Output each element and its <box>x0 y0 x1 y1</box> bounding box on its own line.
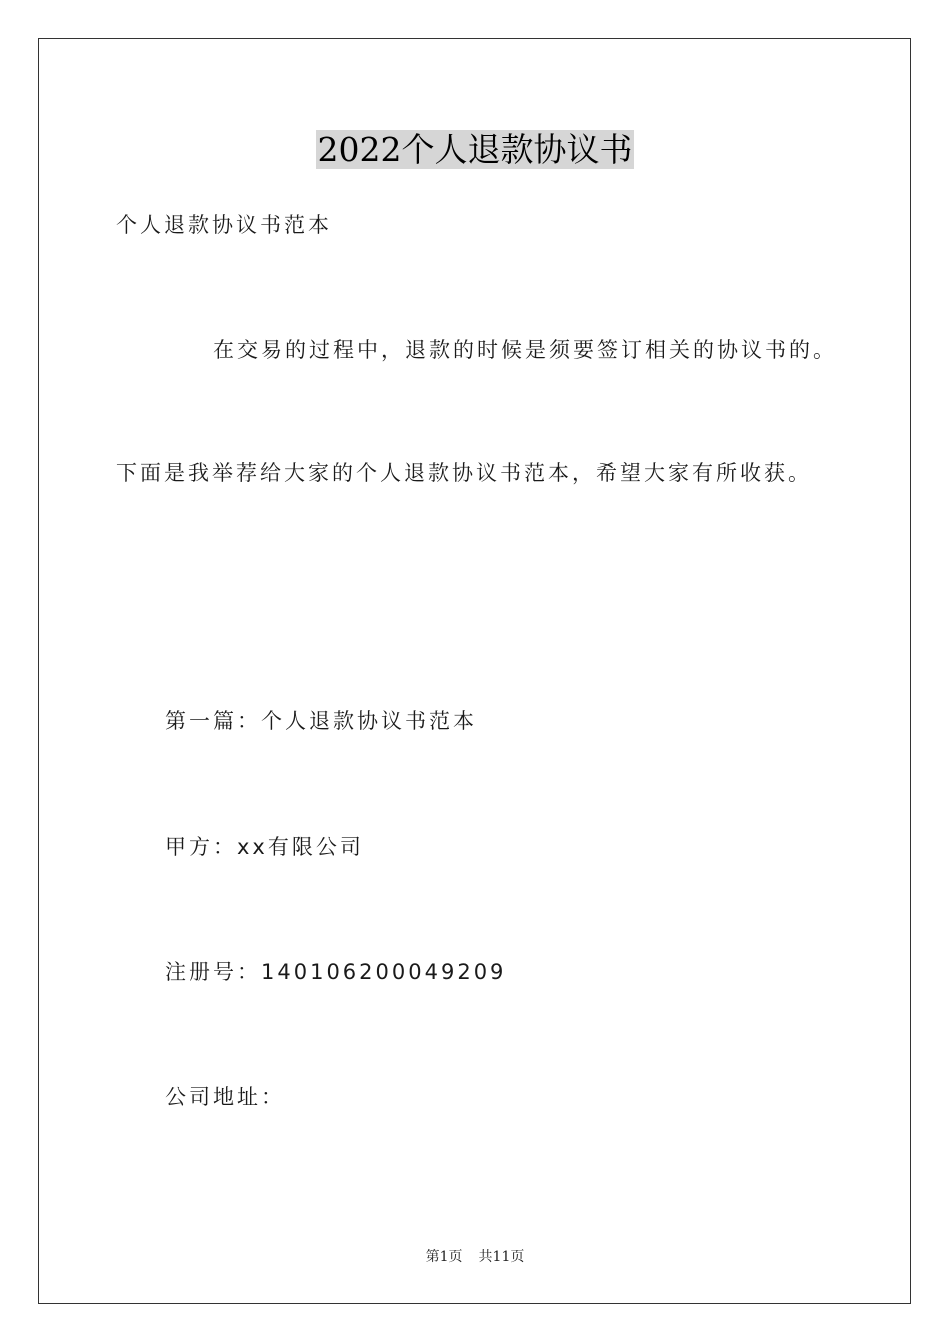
company-address-line: 公司地址： <box>165 1085 285 1109</box>
document-title <box>0 128 950 172</box>
document-title-text: 2022个人退款协议书 <box>317 130 633 169</box>
party-a-line: 甲方：xx有限公司 <box>165 835 364 859</box>
intro-paragraph-line-2: 下面是我举荐给大家的个人退款协议书范本，希望大家有所收获。 <box>116 461 812 485</box>
section-heading: 第一篇：个人退款协议书范本 <box>165 709 477 733</box>
page-footer <box>0 1247 950 1267</box>
page-number-total: 共11页 <box>478 1249 525 1265</box>
page-number-current: 第1页 <box>425 1249 463 1265</box>
document-subtitle: 个人退款协议书范本 <box>116 213 332 237</box>
registration-number-line: 注册号：140106200049209 <box>165 960 507 984</box>
intro-paragraph-line-1: 在交易的过程中，退款的时候是须要签订相关的协议书的。 <box>213 338 837 362</box>
